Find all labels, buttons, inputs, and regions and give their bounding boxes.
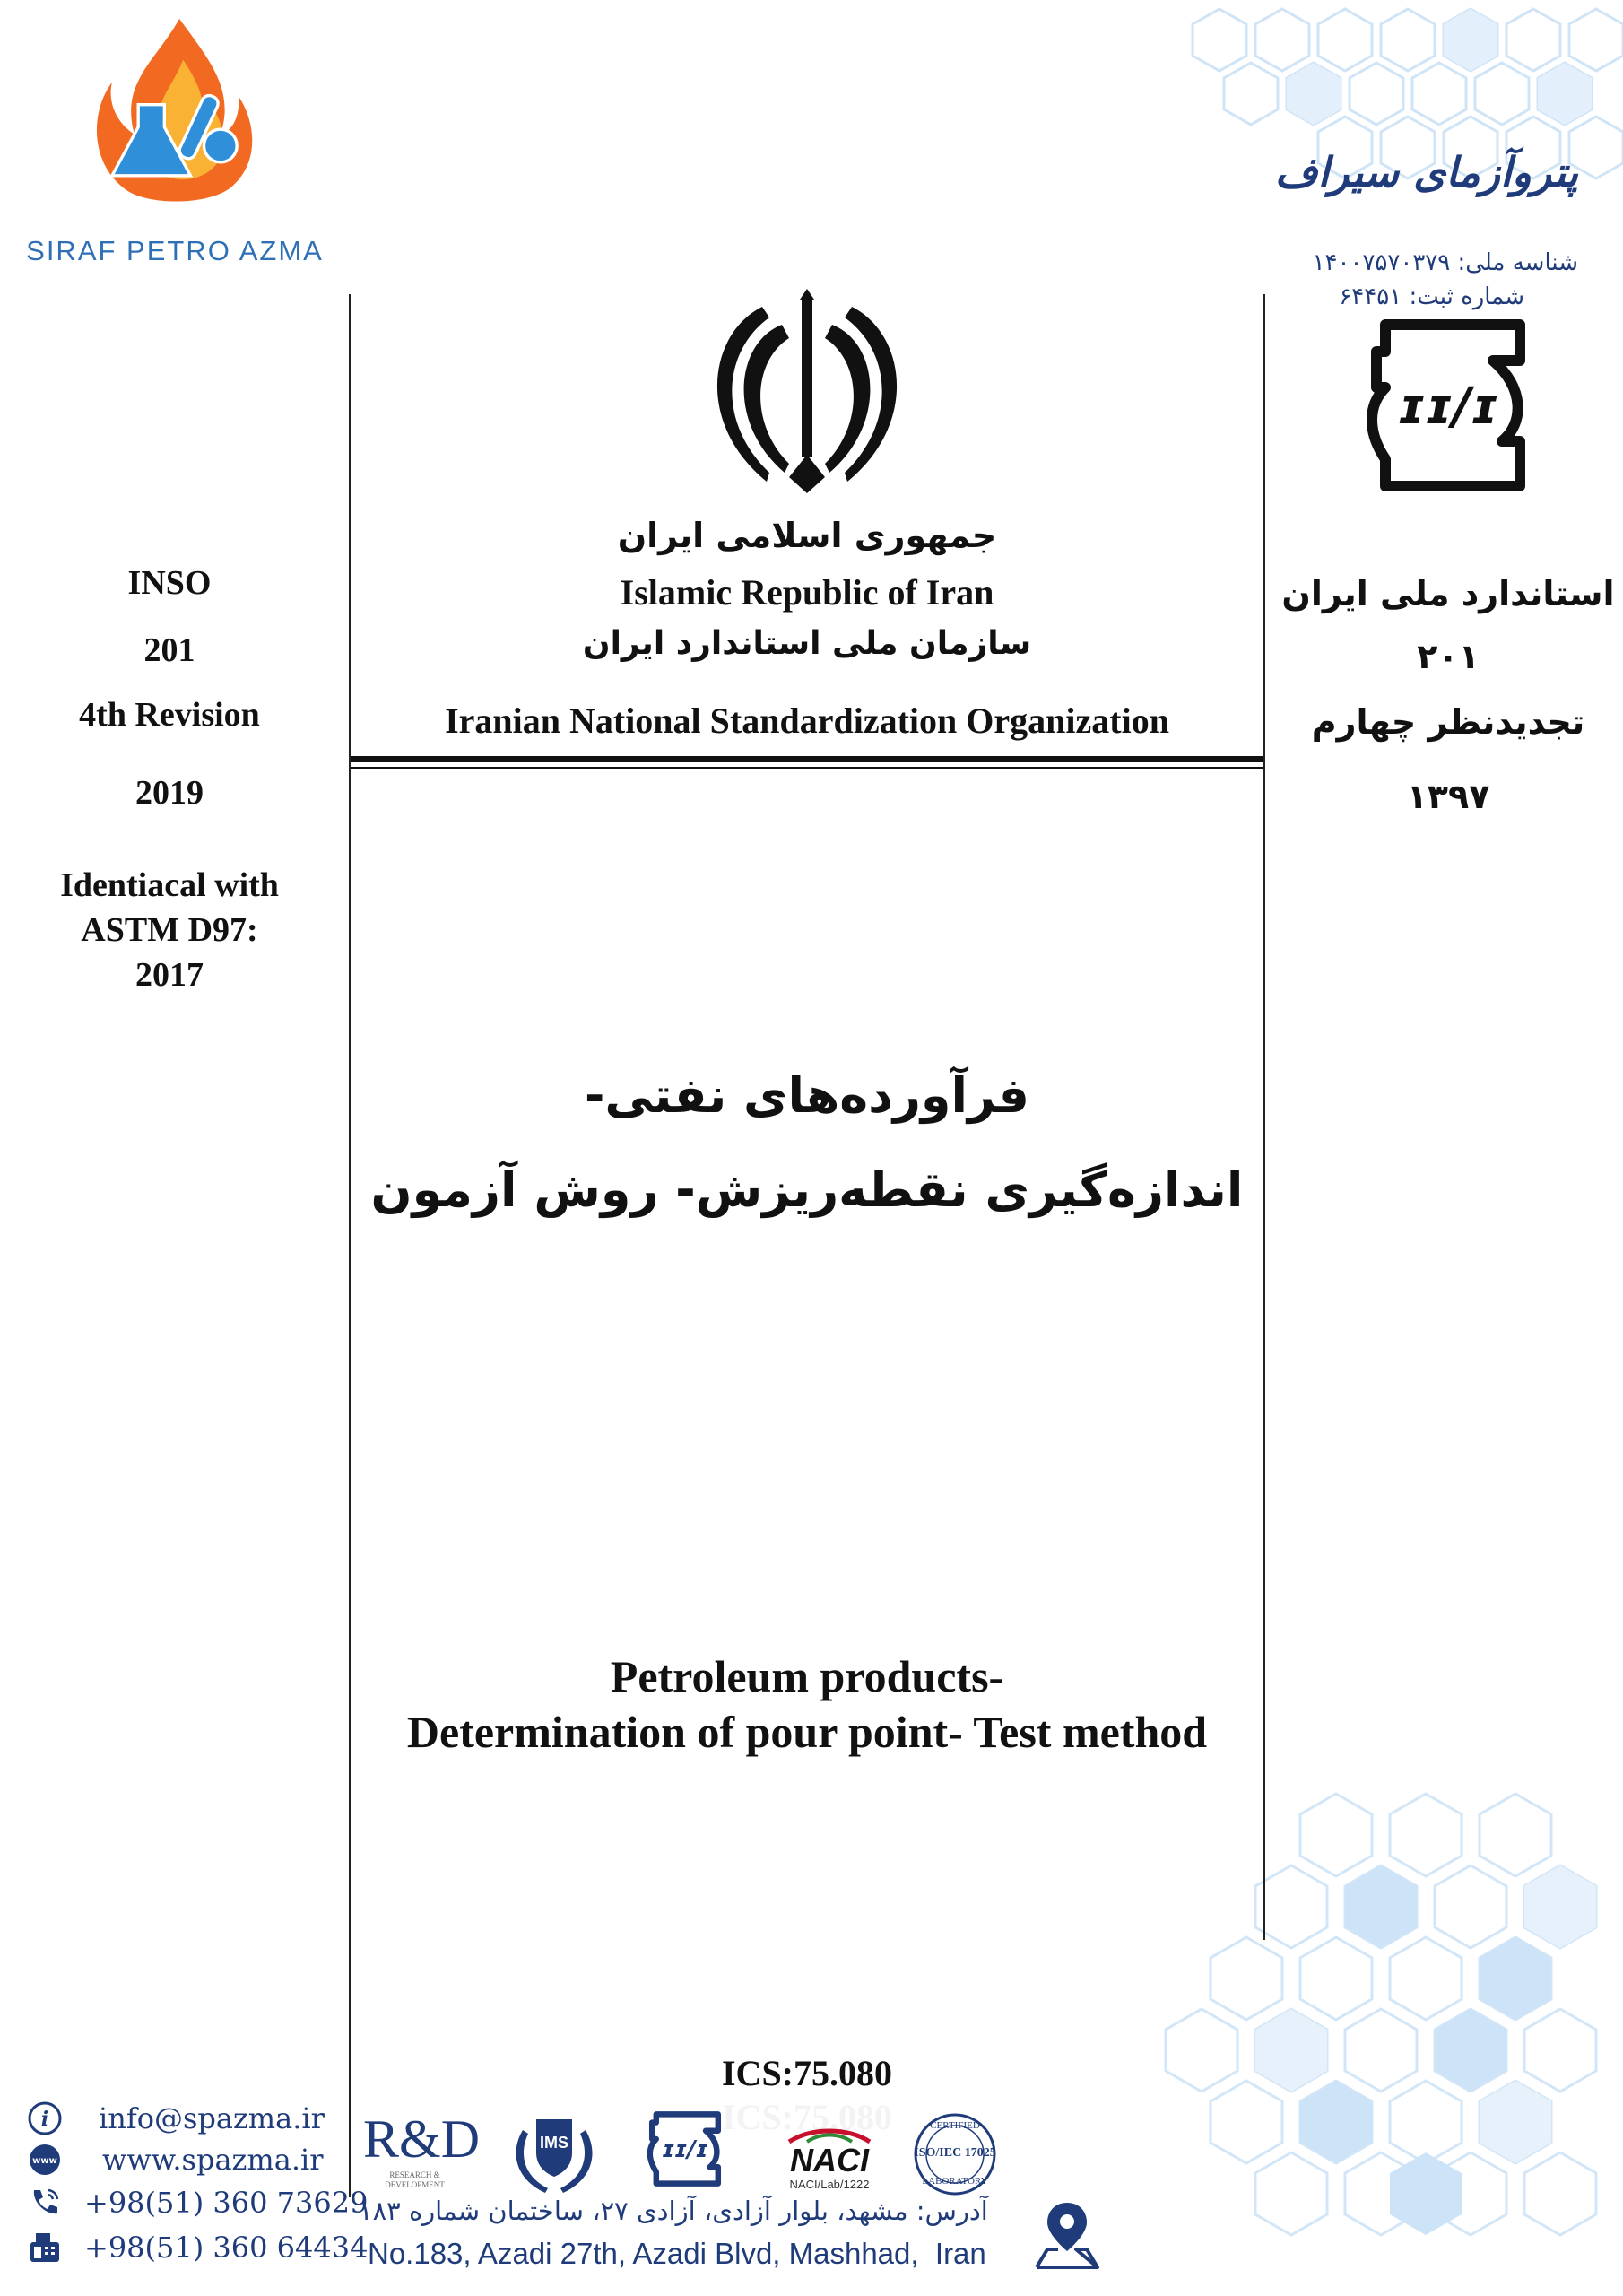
globe-www-icon xyxy=(27,2142,63,2178)
revision-fa: تجدیدنظر چهارم xyxy=(1311,702,1585,742)
republic-en: Islamic Republic of Iran xyxy=(620,572,994,613)
standard-number-fa: ۲۰۱ xyxy=(1417,637,1480,676)
info-icon xyxy=(27,2100,63,2136)
title-fa-line-1: فرآورده‌های نفتی- xyxy=(585,1067,1029,1124)
registration-label: شماره ثبت: xyxy=(1409,283,1524,310)
year: 2019 xyxy=(135,774,204,812)
identical-line-1: Identiacal with xyxy=(60,866,279,904)
iso-badge-top: CERTIFIED xyxy=(930,2120,980,2131)
contact-phone1-row xyxy=(27,2183,368,2222)
iso-badge xyxy=(901,2109,1009,2199)
company-logo xyxy=(18,0,332,278)
ims-badge xyxy=(505,2103,603,2202)
contact-phone2-row xyxy=(27,2228,368,2267)
laurel-shield-icon xyxy=(505,2103,603,2202)
standard-number: 201 xyxy=(143,631,195,669)
republic-fa: جمهوری اسلامی ایران xyxy=(617,516,997,555)
national-id-value: ۱۴۰۰۷۵۷۰۳۷۹ xyxy=(1312,249,1451,276)
national-id-line xyxy=(1246,249,1578,276)
registration-value: ۶۴۴۵۱ xyxy=(1339,283,1402,310)
naci-badge-sublabel: NACI/Lab/1222 xyxy=(789,2178,870,2191)
phone-icon xyxy=(27,2185,63,2221)
svg-text:ɪɪ/ɪ: ɪɪ/ɪ xyxy=(662,2136,708,2164)
frame-right-line xyxy=(1263,294,1265,1940)
svg-text:ɪɪ/ɪ: ɪɪ/ɪ xyxy=(1397,378,1499,436)
address-fa: آدرس: مشهد، بلوار آزادی، آزادی ۲۷، ساختمان شماره ۱۸۳ xyxy=(359,2196,988,2226)
iso-badge-bottom: LABORATORY xyxy=(922,2176,988,2187)
identical-line-3: 2017 xyxy=(135,956,204,994)
ics-code: ICS:75.080 xyxy=(721,2053,893,2093)
naci-badge xyxy=(780,2126,879,2197)
revision: 4th Revision xyxy=(79,696,260,734)
contact-web-row xyxy=(27,2140,324,2179)
inso-code: INSO xyxy=(127,564,212,602)
svg-text:i: i xyxy=(40,2108,49,2131)
header-rule-thin xyxy=(351,767,1263,769)
contact-email[interactable]: info@spazma.ir xyxy=(99,2101,325,2135)
header-rule-thick xyxy=(351,756,1263,762)
title-fa-line-2: اندازه‌گیری نقطه‌ریزش- روش آزمون xyxy=(370,1161,1244,1218)
inso-standard-mark-icon xyxy=(1345,316,1551,495)
company-logo-text: SIRAF PETRO AZMA xyxy=(26,235,324,266)
org-en: Iranian National Standardization Organization xyxy=(445,700,1169,741)
rd-badge-label: R&D xyxy=(363,2109,481,2169)
rd-badge xyxy=(363,2108,481,2193)
contact-email-row xyxy=(27,2099,325,2138)
address-en: No.183, Azadi 27th, Azadi Blvd, Mashhad, Iran xyxy=(368,2237,986,2270)
location-pin-icon xyxy=(1031,2199,1103,2271)
naci-badge-label: NACI xyxy=(790,2142,869,2179)
rd-badge-sublabel: RESEARCH & DEVELOPMENT xyxy=(385,2170,445,2189)
title-en-line-1: Petroleum products- xyxy=(610,1651,1004,1701)
national-standard-fa: استاندارد ملی ایران xyxy=(1281,574,1615,613)
iso-badge-label: ISO/IEC 17025 xyxy=(914,2146,996,2160)
title-en-line-2: Determination of pour point- Test method xyxy=(406,1707,1208,1757)
inso-mark-small-icon xyxy=(644,2108,726,2190)
year-fa: ۱۳۹۷ xyxy=(1406,777,1490,816)
ics-code-watermark: ICS:75.080 xyxy=(721,2097,893,2137)
org-fa: سازمان ملی استاندارد ایران xyxy=(582,625,1032,662)
iran-emblem-icon xyxy=(699,289,915,495)
registration-line xyxy=(1246,283,1524,310)
flame-flask-icon xyxy=(67,0,291,224)
contact-web[interactable]: www.spazma.ir xyxy=(102,2143,324,2177)
national-id-label: شناسه ملی: xyxy=(1457,249,1578,276)
svg-text:www: www xyxy=(32,2156,57,2166)
company-name-fa: پتروآزمای سیراف xyxy=(1274,148,1578,196)
identical-line-2: ASTM D97: xyxy=(81,911,258,949)
fax-icon xyxy=(27,2230,63,2266)
ims-badge-label: IMS xyxy=(539,2134,568,2152)
contact-phone-1[interactable]: +98(51) 360 73629 xyxy=(84,2186,369,2220)
hexagon-pattern-bottom xyxy=(1031,1776,1623,2296)
naci-arc-icon xyxy=(780,2126,879,2144)
contact-phone-2[interactable]: +98(51) 360 64434 xyxy=(84,2231,369,2265)
